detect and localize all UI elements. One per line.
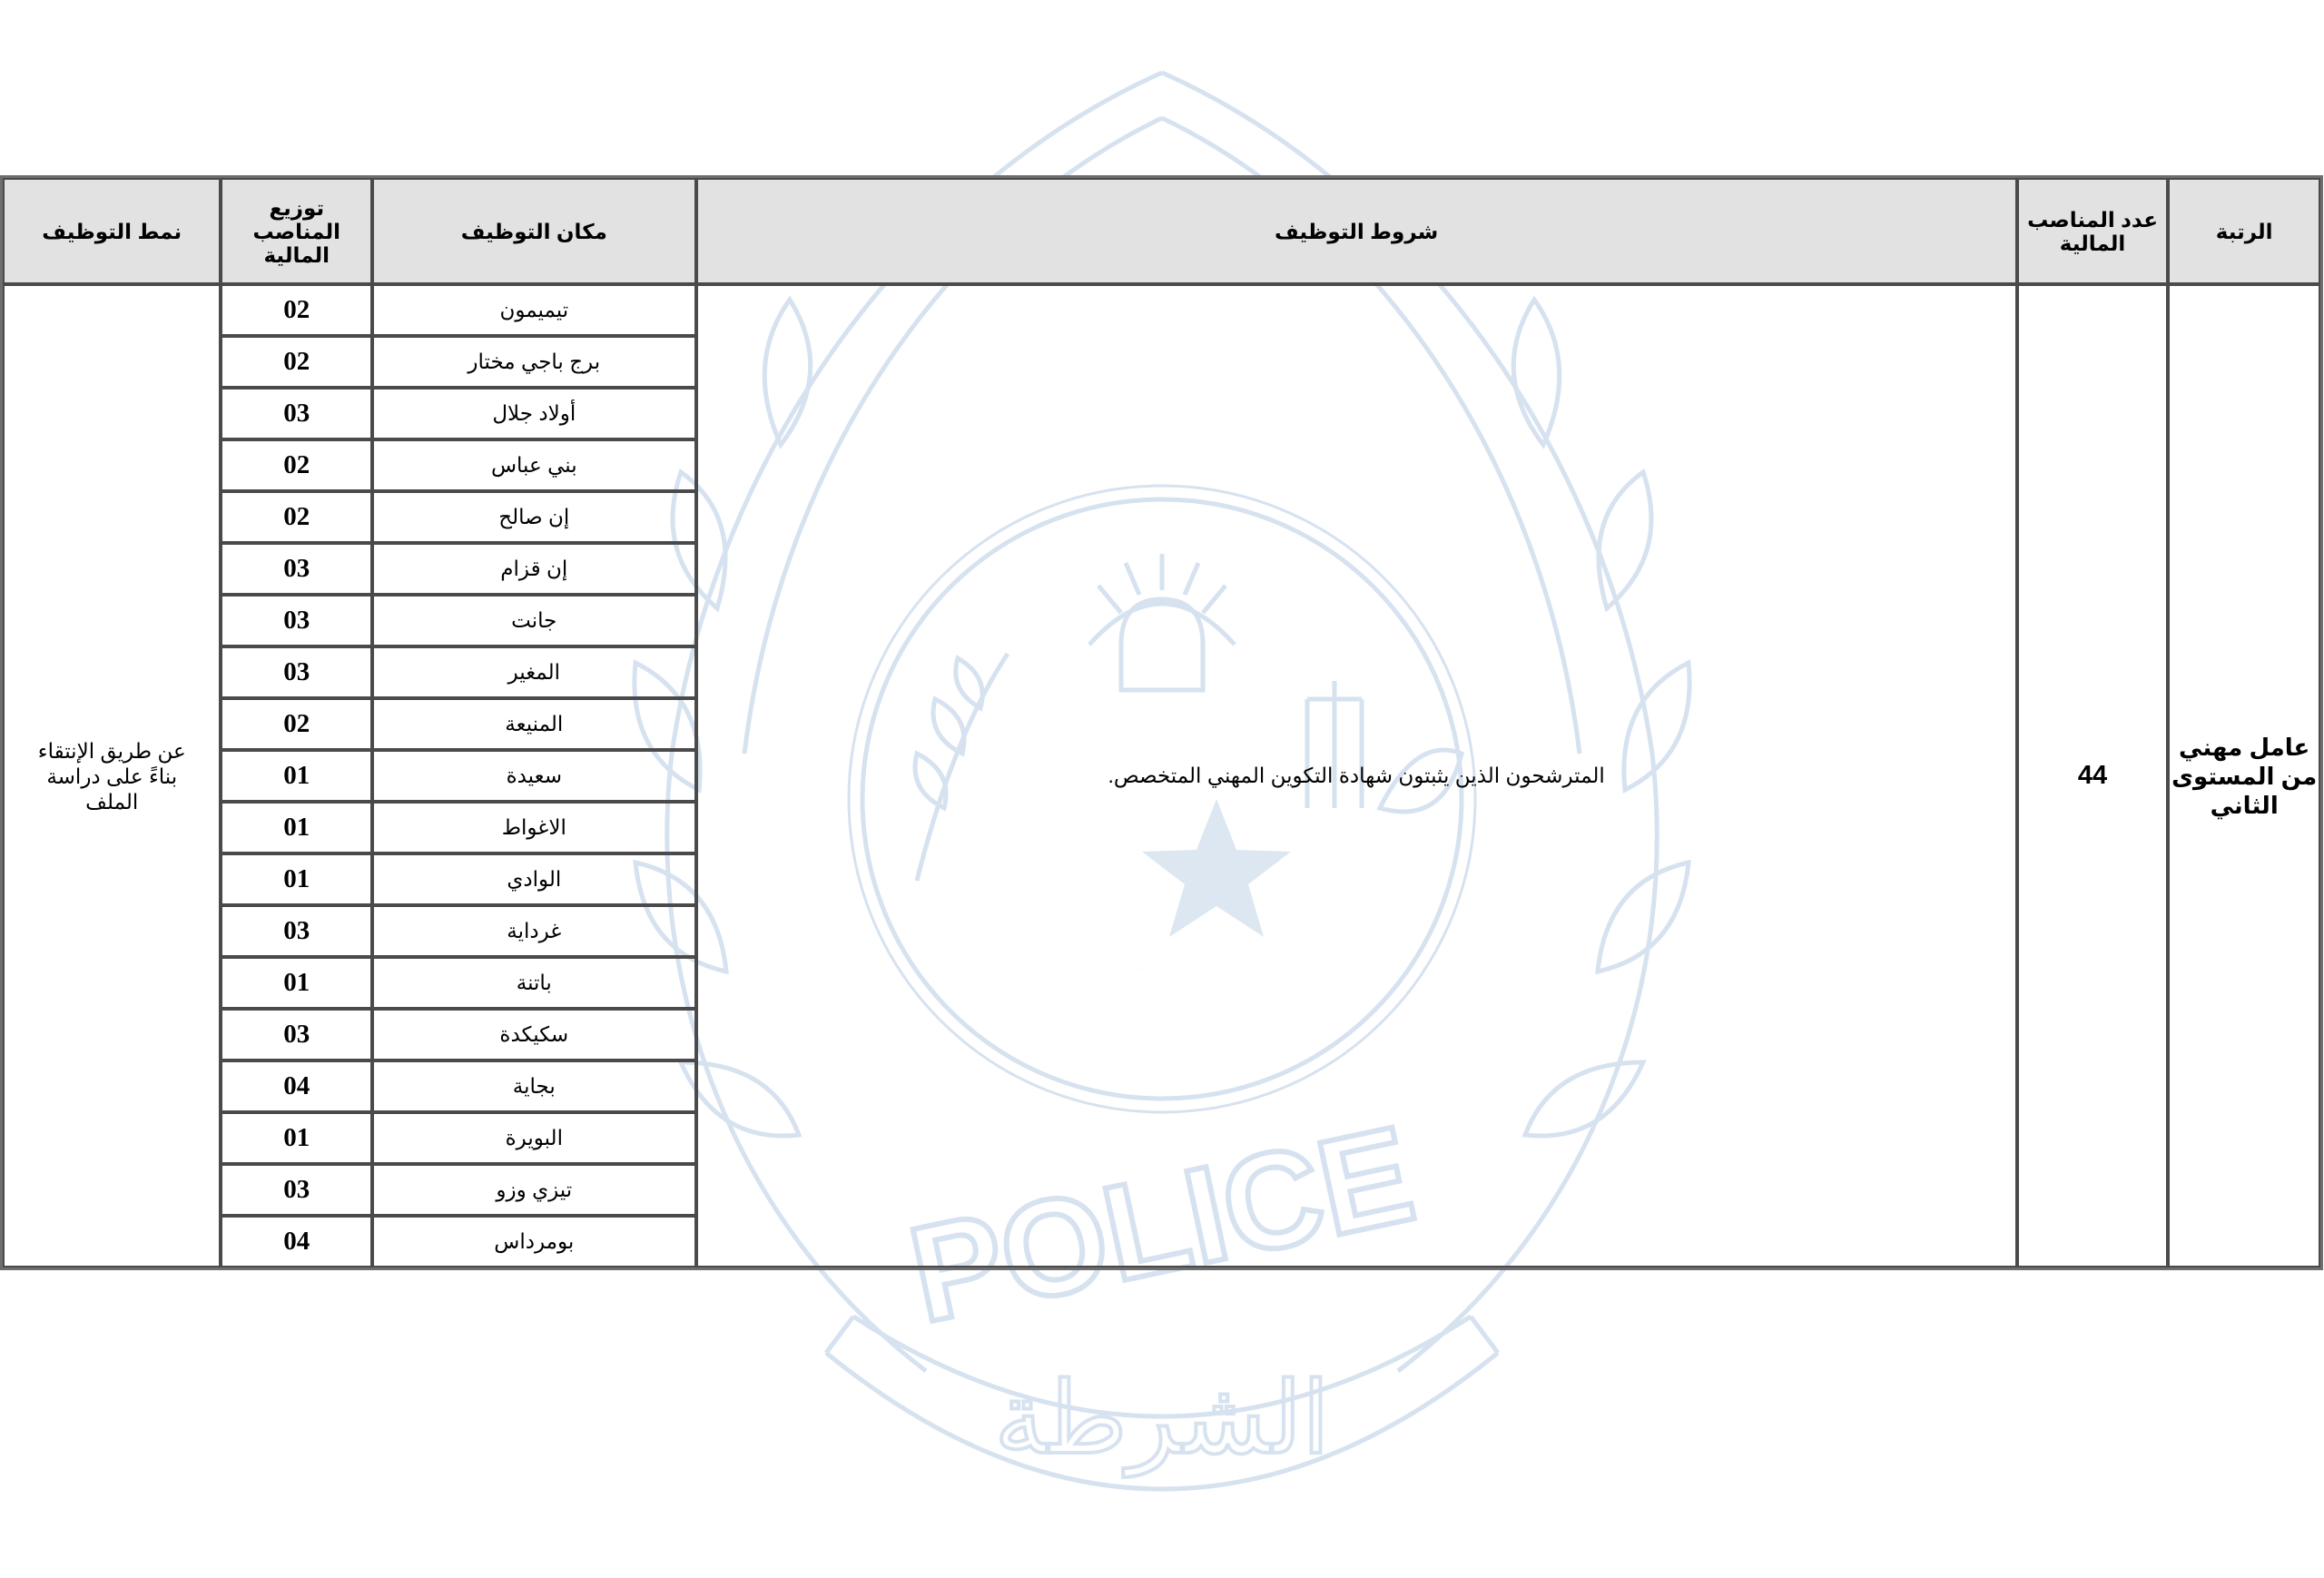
table-header-row — [3, 178, 2320, 284]
place-cell: سكيكدة — [372, 1009, 695, 1060]
distribution-count-cell: 02 — [221, 491, 372, 543]
distribution-count-cell: 03 — [221, 905, 372, 957]
place-cell: تيميمون — [372, 284, 695, 336]
distribution-count-cell: 01 — [221, 750, 372, 802]
header-conditions: شروط التوظيف — [696, 178, 2017, 284]
header-mode: نمط التوظيف — [3, 178, 221, 284]
distribution-count-cell: 04 — [221, 1060, 372, 1112]
place-cell: إن صالح — [372, 491, 695, 543]
distribution-count-cell: 03 — [221, 1164, 372, 1216]
distribution-count-cell: 03 — [221, 646, 372, 698]
recruitment-table-container — [0, 175, 2324, 1270]
header-place: مكان التوظيف — [372, 178, 695, 284]
distribution-count-cell: 02 — [221, 439, 372, 491]
distribution-count-cell: 02 — [221, 698, 372, 750]
header-positions-count: عدد المناصب المالية — [2017, 178, 2169, 284]
mode-line: عن طريق الإنتقاء — [37, 738, 186, 763]
distribution-count-cell: 03 — [221, 1009, 372, 1060]
distribution-count-cell: 02 — [221, 336, 372, 388]
table-body — [3, 284, 2320, 1267]
distribution-count-cell: 02 — [221, 284, 372, 336]
distribution-count-cell: 03 — [221, 543, 372, 595]
distribution-count-cell: 04 — [221, 1216, 372, 1267]
place-cell: المنيعة — [372, 698, 695, 750]
header-rank: الرتبة — [2168, 178, 2320, 284]
recruitment-table — [0, 175, 2323, 1270]
mode-line: بناءً على دراسة — [46, 764, 178, 788]
distribution-count-cell: 03 — [221, 388, 372, 439]
mode-cell — [3, 284, 221, 1267]
place-cell: البويرة — [372, 1112, 695, 1164]
place-cell: الاغواط — [372, 802, 695, 853]
distribution-count-cell: 01 — [221, 802, 372, 853]
header-distribution: توزيع المناصب المالية — [221, 178, 372, 284]
place-cell: باتنة — [372, 957, 695, 1009]
place-cell: سعيدة — [372, 750, 695, 802]
positions-count-cell: 44 — [2017, 284, 2169, 1267]
place-cell: غرداية — [372, 905, 695, 957]
conditions-cell: المترشحون الذين يثبتون شهادة التكوين المهني المتخصص. — [696, 284, 2017, 1267]
place-cell: برج باجي مختار — [372, 336, 695, 388]
distribution-count-cell: 01 — [221, 957, 372, 1009]
place-cell: أولاد جلال — [372, 388, 695, 439]
place-cell: بومرداس — [372, 1216, 695, 1267]
mode-line: الملف — [85, 789, 139, 814]
place-cell: إن قزام — [372, 543, 695, 595]
table-row — [3, 284, 2320, 336]
place-cell: جانت — [372, 595, 695, 646]
mode-text — [5, 738, 219, 814]
rank-cell: عامل مهني من المستوى الثاني — [2168, 284, 2320, 1267]
place-cell: بجاية — [372, 1060, 695, 1112]
distribution-count-cell: 03 — [221, 595, 372, 646]
distribution-count-cell: 01 — [221, 853, 372, 905]
watermark-police-text: POLICE — [898, 1096, 1426, 1352]
place-cell: الوادي — [372, 853, 695, 905]
watermark-arabic-text: الشرطة — [994, 1360, 1330, 1476]
place-cell: بني عباس — [372, 439, 695, 491]
place-cell: تيزي وزو — [372, 1164, 695, 1216]
distribution-count-cell: 01 — [221, 1112, 372, 1164]
place-cell: المغير — [372, 646, 695, 698]
